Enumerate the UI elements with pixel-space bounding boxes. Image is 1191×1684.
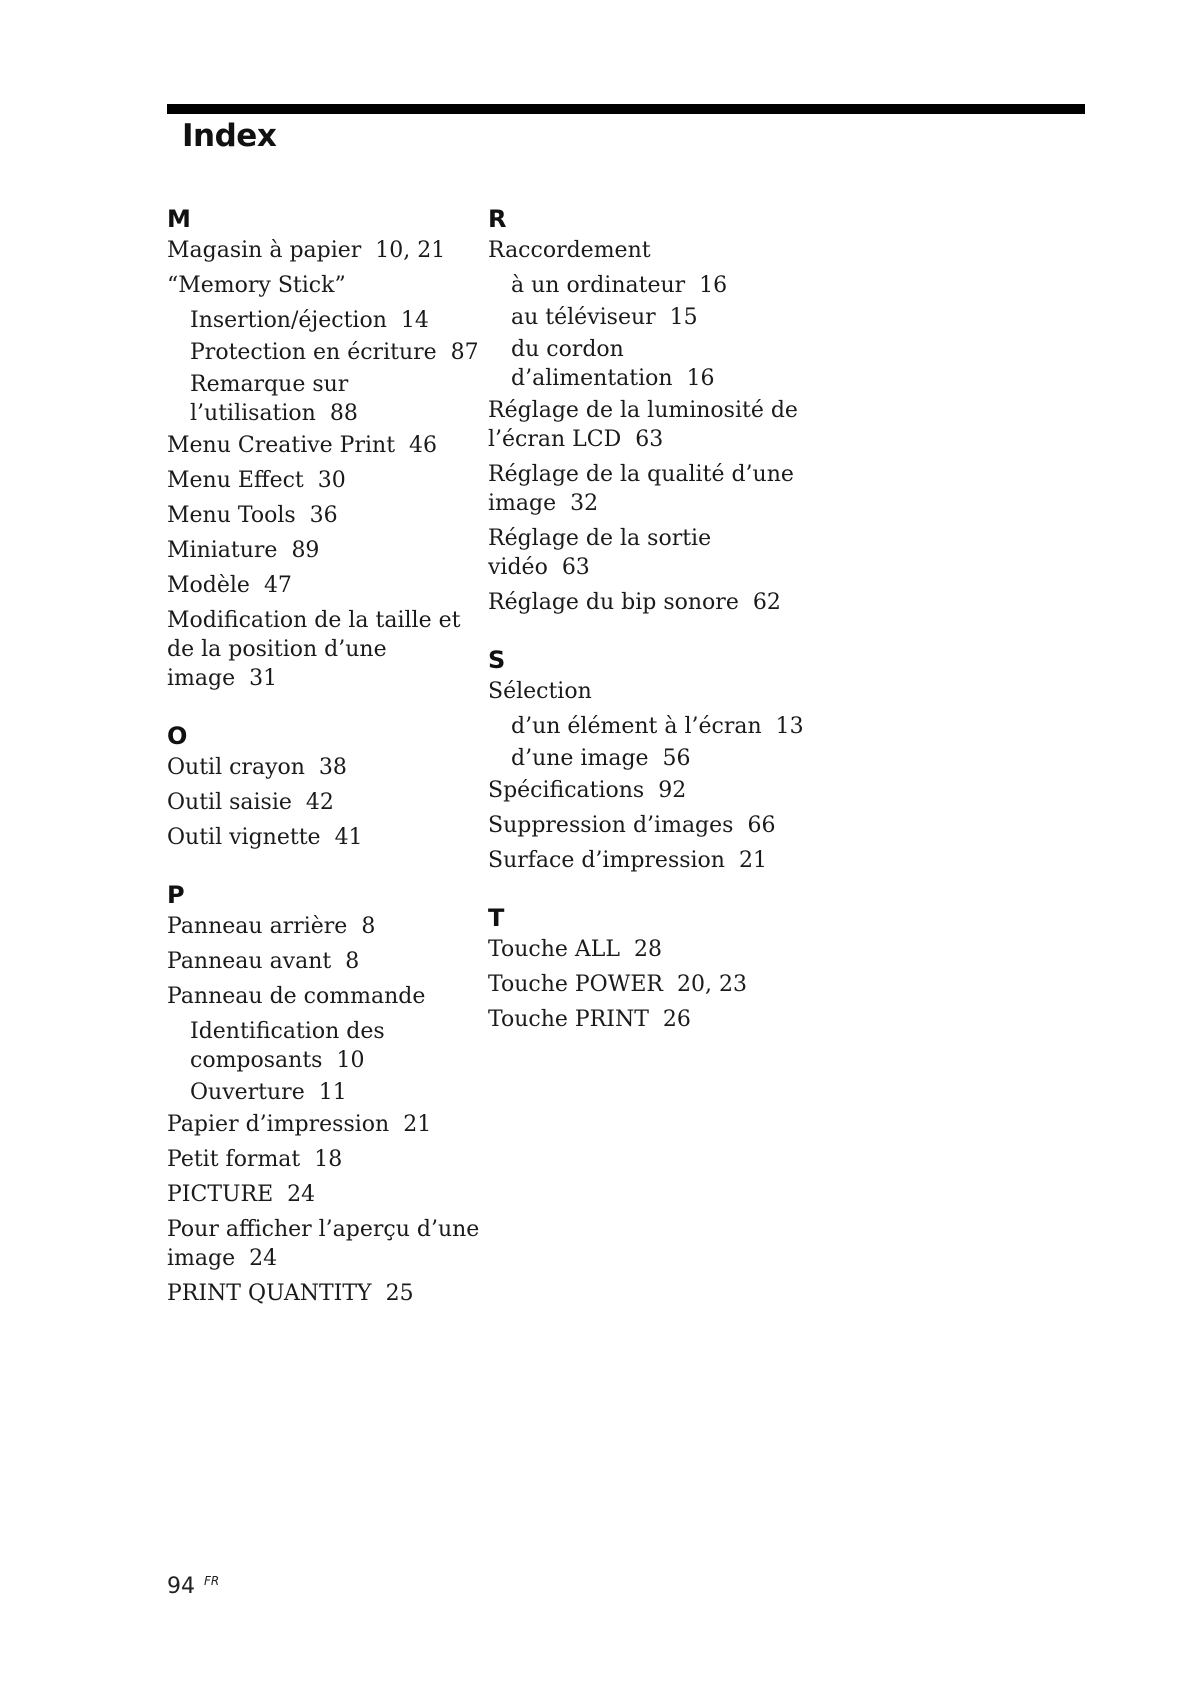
- entry-term: Papier d’impression: [167, 1112, 390, 1137]
- entry-term: Réglage du bip sonore: [488, 590, 739, 615]
- entry-term: Protection en écriture: [190, 340, 437, 365]
- section-letter: S: [488, 646, 506, 674]
- entry-term: Outil vignette: [167, 825, 321, 850]
- index-subentry: [488, 744, 808, 773]
- index-section-m: [167, 202, 487, 693]
- entry-term: d’un élément à l’écran: [511, 714, 762, 739]
- entry-page-ref: 56: [662, 746, 691, 771]
- index-entry: [167, 236, 487, 265]
- index-entry: [167, 912, 487, 941]
- entry-page-ref: 25: [385, 1281, 414, 1306]
- entry-term: Touche POWER: [488, 972, 663, 997]
- entry-term: Identification des composants: [190, 1019, 385, 1073]
- index-entry: [167, 606, 487, 693]
- entry-page-ref: 42: [305, 790, 334, 815]
- entry-term: Petit format: [167, 1147, 301, 1172]
- index-entry: [167, 1180, 487, 1209]
- entry-page-ref: 20, 23: [676, 972, 747, 997]
- index-entry: [167, 947, 487, 976]
- entry-term: PICTURE: [167, 1182, 274, 1207]
- entry-term: Touche ALL: [488, 937, 620, 962]
- index-entry: [167, 753, 487, 782]
- entry-page-ref: 10, 21: [375, 238, 446, 263]
- entry-page-ref: 13: [775, 714, 804, 739]
- entry-page-ref: 63: [561, 555, 590, 580]
- index-subentry: [167, 338, 487, 367]
- entry-term: d’une image: [511, 746, 649, 771]
- entry-page-ref: 21: [738, 848, 767, 873]
- index-entry: [488, 396, 808, 454]
- section-letter: O: [167, 722, 188, 750]
- entry-page-ref: 18: [314, 1147, 343, 1172]
- entry-term: Pour afficher l’aperçu d’une image: [167, 1217, 480, 1271]
- index-subentry: [488, 335, 808, 393]
- entry-term: Modèle: [167, 573, 250, 598]
- entry-term: Ouverture: [190, 1080, 305, 1105]
- entry-term: Suppression d’images: [488, 813, 734, 838]
- index-entry: [167, 271, 487, 300]
- entry-term: Miniature: [167, 538, 278, 563]
- entry-page-ref: 89: [291, 538, 320, 563]
- entry-term: Panneau de commande: [167, 984, 426, 1009]
- index-section-s: [488, 643, 808, 875]
- entry-term: Magasin à papier: [167, 238, 362, 263]
- section-letter: P: [167, 881, 185, 909]
- index-entry: [488, 460, 808, 518]
- index-entry: [488, 524, 808, 582]
- entry-page-ref: 24: [249, 1246, 278, 1271]
- section-letter: M: [167, 205, 191, 233]
- entry-page-ref: 21: [403, 1112, 432, 1137]
- index-column-right: [488, 202, 808, 1060]
- entry-term: Menu Creative Print: [167, 433, 396, 458]
- index-subentry: [488, 712, 808, 741]
- index-entry: [488, 935, 808, 964]
- index-entry: [488, 588, 808, 617]
- entry-term: Réglage de la qualité d’une image: [488, 462, 794, 516]
- page-title: Index: [182, 118, 277, 154]
- page-language-code: FR: [204, 1574, 220, 1588]
- index-column-left: [167, 202, 487, 1334]
- index-entry: [167, 571, 487, 600]
- index-subentry: [167, 1078, 487, 1107]
- index-section-t: [488, 901, 808, 1034]
- entry-term: PRINT QUANTITY: [167, 1281, 372, 1306]
- entry-page-ref: 14: [400, 308, 429, 333]
- entry-term: du cordon d’alimentation: [511, 337, 673, 391]
- index-entry: [488, 236, 808, 265]
- entry-term: Réglage de la sortie vidéo: [488, 526, 712, 580]
- page-number: 94: [167, 1574, 195, 1599]
- entry-page-ref: 87: [450, 340, 479, 365]
- entry-term: Panneau avant: [167, 949, 332, 974]
- entry-page-ref: 10: [336, 1048, 365, 1073]
- entry-page-ref: 47: [263, 573, 292, 598]
- entry-term: Insertion/éjection: [190, 308, 387, 333]
- entry-page-ref: 38: [318, 755, 347, 780]
- entry-page-ref: 88: [329, 401, 358, 426]
- entry-page-ref: 36: [309, 503, 338, 528]
- index-subentry: [488, 303, 808, 332]
- entry-page-ref: 24: [287, 1182, 316, 1207]
- entry-term: Réglage de la luminosité de l’écran LCD: [488, 398, 798, 452]
- entry-page-ref: 62: [752, 590, 781, 615]
- index-entry: [167, 982, 487, 1011]
- index-entry: [167, 1145, 487, 1174]
- index-subentry: [488, 271, 808, 300]
- index-entry: [167, 466, 487, 495]
- index-subentry: [167, 1017, 487, 1075]
- entry-term: Modification de la taille et de la position d’une image: [167, 608, 461, 691]
- index-entry: [488, 776, 808, 805]
- entry-page-ref: 46: [409, 433, 438, 458]
- entry-term: Remarque sur l’utilisation: [190, 372, 349, 426]
- entry-term: au téléviseur: [511, 305, 656, 330]
- entry-term: Menu Effect: [167, 468, 304, 493]
- index-section-r: [488, 202, 808, 617]
- entry-page-ref: 30: [317, 468, 346, 493]
- index-entry: [167, 1279, 487, 1308]
- header-rule: [167, 104, 1085, 114]
- entry-term: Spécifications: [488, 778, 645, 803]
- index-entry: [488, 1005, 808, 1034]
- index-entry: [167, 536, 487, 565]
- entry-page-ref: 16: [699, 273, 728, 298]
- entry-term: Surface d’impression: [488, 848, 725, 873]
- index-entry: [488, 811, 808, 840]
- entry-page-ref: 66: [747, 813, 776, 838]
- entry-term: à un ordinateur: [511, 273, 686, 298]
- index-subentry: [167, 370, 487, 428]
- entry-term: Sélection: [488, 679, 592, 704]
- entry-page-ref: 16: [686, 366, 715, 391]
- index-entry: [167, 1110, 487, 1139]
- section-letter: R: [488, 205, 507, 233]
- index-entry: [167, 501, 487, 530]
- index-entry: [488, 970, 808, 999]
- index-section-p: [167, 878, 487, 1308]
- entry-page-ref: 63: [635, 427, 664, 452]
- entry-term: Outil saisie: [167, 790, 292, 815]
- index-entry: [488, 677, 808, 706]
- entry-page-ref: 41: [334, 825, 363, 850]
- index-entry: [167, 788, 487, 817]
- entry-page-ref: 26: [662, 1007, 691, 1032]
- entry-term: Panneau arrière: [167, 914, 348, 939]
- entry-page-ref: 92: [658, 778, 687, 803]
- index-section-o: [167, 719, 487, 852]
- entry-page-ref: 28: [634, 937, 662, 962]
- entry-page-ref: 15: [669, 305, 698, 330]
- section-letter: T: [488, 904, 505, 932]
- entry-term: Touche PRINT: [488, 1007, 649, 1032]
- entry-page-ref: 31: [249, 666, 278, 691]
- index-entry: [167, 823, 487, 852]
- index-entry: [167, 431, 487, 460]
- entry-term: Outil crayon: [167, 755, 305, 780]
- entry-page-ref: 8: [345, 949, 360, 974]
- index-subentry: [167, 306, 487, 335]
- index-entry: [167, 1215, 487, 1273]
- entry-term: Menu Tools: [167, 503, 296, 528]
- entry-term: Raccordement: [488, 238, 651, 263]
- entry-page-ref: 11: [318, 1080, 347, 1105]
- index-entry: [488, 846, 808, 875]
- entry-term: “Memory Stick”: [167, 273, 346, 298]
- entry-page-ref: 8: [361, 914, 376, 939]
- entry-page-ref: 32: [570, 491, 599, 516]
